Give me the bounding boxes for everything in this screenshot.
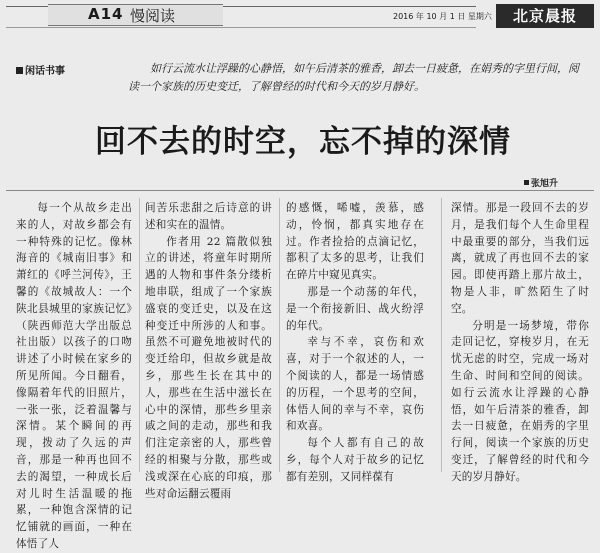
body-column-1: [16, 200, 132, 553]
page-header: [0, 0, 600, 30]
body-column-3: [286, 200, 424, 486]
paragraph: 幸与不幸，哀伤和欢喜，对于一个叙述的人，一个阅读的人，都是一场情感的历程，一个思考的空间，体悟人间的幸与不幸，哀伤和欢喜。: [286, 336, 424, 433]
column-divider: [279, 198, 280, 472]
paragraph: 间苦乐悲甜之后诗意的讲述和实在的温情。: [145, 202, 272, 231]
paragraph: 每一个从故乡走出来的人，对故乡都会有一种特殊的记忆。像林海音的《城南旧事》和萧红的《呼兰河传》，王馨的《故城故人：一个陕北县城里的家族记忆》（陕西师范大学出版总社出版）以孩子的口吻讲述了小时候在家乡的所见所闻。今日翻看，像隔着年代的旧照片，一张一张，泛着温馨与深情。某个瞬间的再现，拨动了久远的声音，那是一种再也回不去的渴望，一种成长后对儿时生活温暖的拖累，一种饱含深情的记忆铺就的画面，一种在体悟了人: [16, 202, 132, 550]
column-tag: [16, 62, 65, 77]
article-title: 回不去的时空，忘不掉的深情: [95, 124, 511, 160]
author-byline: [524, 176, 558, 189]
paragraph: 分明是一场梦境，带你走回记忆，穿梭岁月，在无忧无虑的时空，完成一场对生命、时间和空间的阅读。如行云流水让浮躁的心静悟，如午后清茶的雅香，卸去一日疲惫，在娟秀的字里行间，阅读一个家族的历史变迁，了解曾经的时代和今天的岁月静好。: [451, 319, 589, 483]
column-divider: [139, 198, 140, 472]
body-column-4: [451, 200, 589, 486]
section-code: A14: [88, 5, 124, 23]
square-bullet-icon: [524, 180, 529, 185]
section-name: 慢阅读: [130, 7, 176, 25]
body-column-2: [145, 200, 272, 502]
column-divider: [441, 198, 442, 472]
paragraph: 那是一个动荡的年代，是一个衔接新旧、战火纷浮的年代。: [286, 285, 424, 332]
paragraph: 每个人都有自己的故乡，每个人对于故乡的记忆都有差别，又同样葆有: [286, 437, 424, 483]
paragraph: 作者用 22 篇散似独立的讲述，将童年时期所遇的人物和事件条分缕析地串联，组成了一个家族盛衰的变迁史，以及在这种变迁中所涉的人和事。虽然不可避免地被时代的变迁给印，但故乡就是故乡，那些生长在其中的人，那些在生活中滋长在心中的深情，那些乡里亲戚之间的走动，那些和我们注定亲密的人，那些曾经的相聚与分散，那些或浅或深在心底的印痕，那些对命运翻云覆雨: [145, 235, 272, 500]
paragraph: 深情。那是一段回不去的岁月，是我们每个人生命里程中最重要的部分，当我们远离，就成了再也回不去的家园。即使再踏上那片故土，物是人非，旷然陌生了时空。: [451, 202, 589, 315]
newspaper-brand: 北京晨报: [496, 4, 594, 28]
article-intro: 如行云流水让浮躁的心静悟，如午后清茶的雅香，卸去一日疲惫，在娟秀的字里行间，阅读一个家族的历史变迁，了解曾经的时代和今天的岁月静好。: [128, 62, 579, 93]
title-divider: [6, 190, 594, 191]
paragraph: 的感慨，唏嘘，羡慕，感动，怜悯，都真实地存在过。作者捡拾的点滴记忆，都积了太多的思考，让我们在碎片中窥见真实。: [286, 202, 424, 282]
column-tag-label: 闲话书事: [25, 66, 65, 77]
square-bullet-icon: [16, 67, 23, 74]
issue-date: 2016 年 10 月 1 日 星期六: [393, 12, 492, 21]
author-name: 张旭升: [531, 179, 559, 189]
